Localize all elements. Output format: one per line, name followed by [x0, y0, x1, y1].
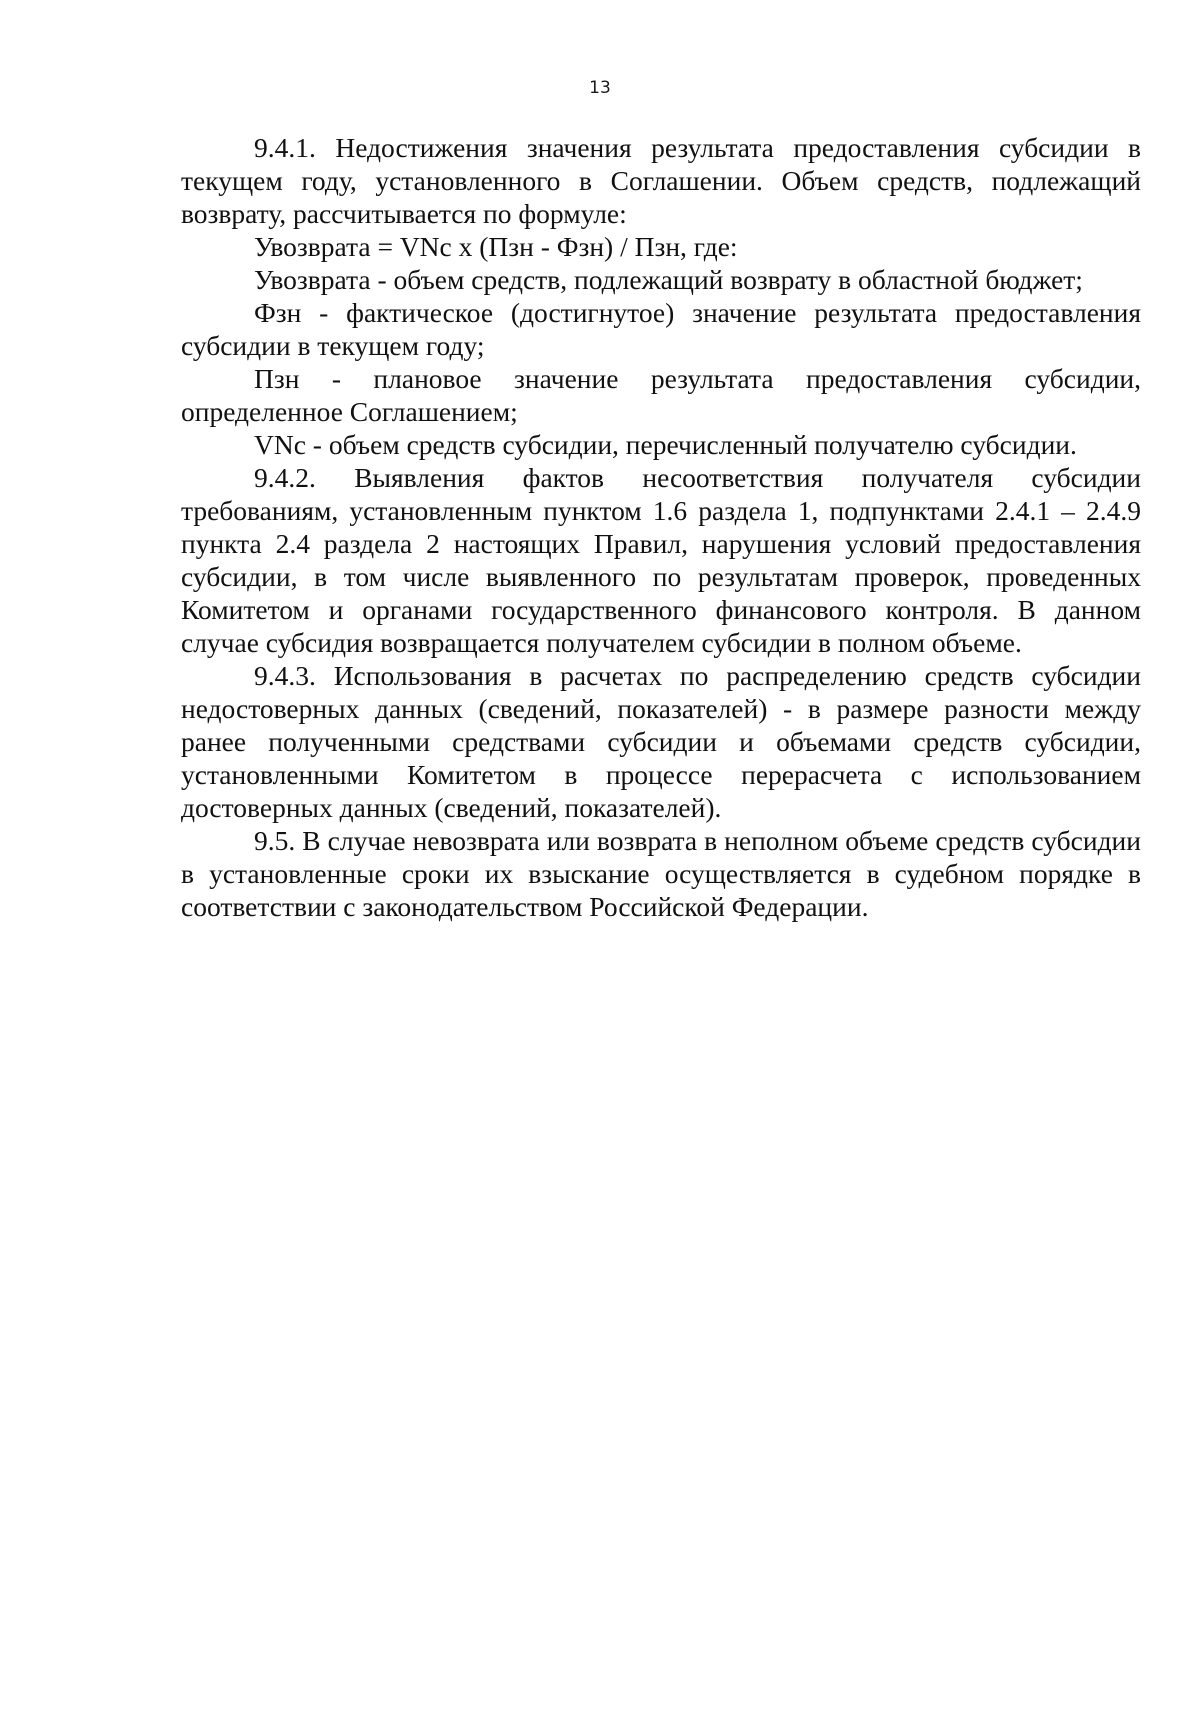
page-number: 13	[589, 78, 611, 98]
formula-definition-planned-value: Пзн - плановое значение результата предоставления субсидии, определенное Соглашением;	[181, 363, 1141, 427]
formula-line: Увозврата = VNc x (Пзн - Фзн) / Пзн, где:	[254, 231, 738, 262]
document-body	[181, 131, 1141, 923]
paragraph-9-4-2: 9.4.2. Выявления фактов несоответствия получателя субсидии требованиям, установленным пунктом 1.6 раздела 1, подпунктами 2.4.1 – 2.4.9 пункта 2.4 раздела 2 настоящих Правил, нарушения условий предоставления субсидии, в том числе выявленного по результатам проверок, проведенных Комитетом и органами государственного финансового контроля. В данном случае субсидия возвращается получателем субсидии в полном объеме.	[181, 462, 1141, 658]
paragraph-9-5: 9.5. В случае невозврата или возврата в неполном объеме средств субсидии в установленные сроки их взыскание осуществляется в судебном порядке в соответствии с законодательством Российской Федерации.	[181, 825, 1141, 922]
formula-definition-actual-value: Фзн - фактическое (достигнутое) значение результата предоставления субсидии в текущем году;	[181, 297, 1141, 361]
paragraph-9-4-1: 9.4.1. Недостижения значения результата предоставления субсидии в текущем году, установленного в Соглашении. Объем средств, подлежащий возврату, рассчитывается по формуле:	[181, 132, 1141, 229]
formula-definition-subsidy-volume: VNc - объем средств субсидии, перечисленный получателю субсидии.	[254, 429, 1077, 460]
formula-definition-return-volume: Увозврата - объем средств, подлежащий возврату в областной бюджет;	[254, 264, 1083, 295]
paragraph-9-4-3: 9.4.3. Использования в расчетах по распределению средств субсидии недостоверных данных (сведений, показателей) - в размере разности между ранее полученными средствами субсидии и объемами средств субсидии, установленными Комитетом в процессе перерасчета с использованием достоверных данных (сведений, показателей).	[181, 660, 1141, 823]
